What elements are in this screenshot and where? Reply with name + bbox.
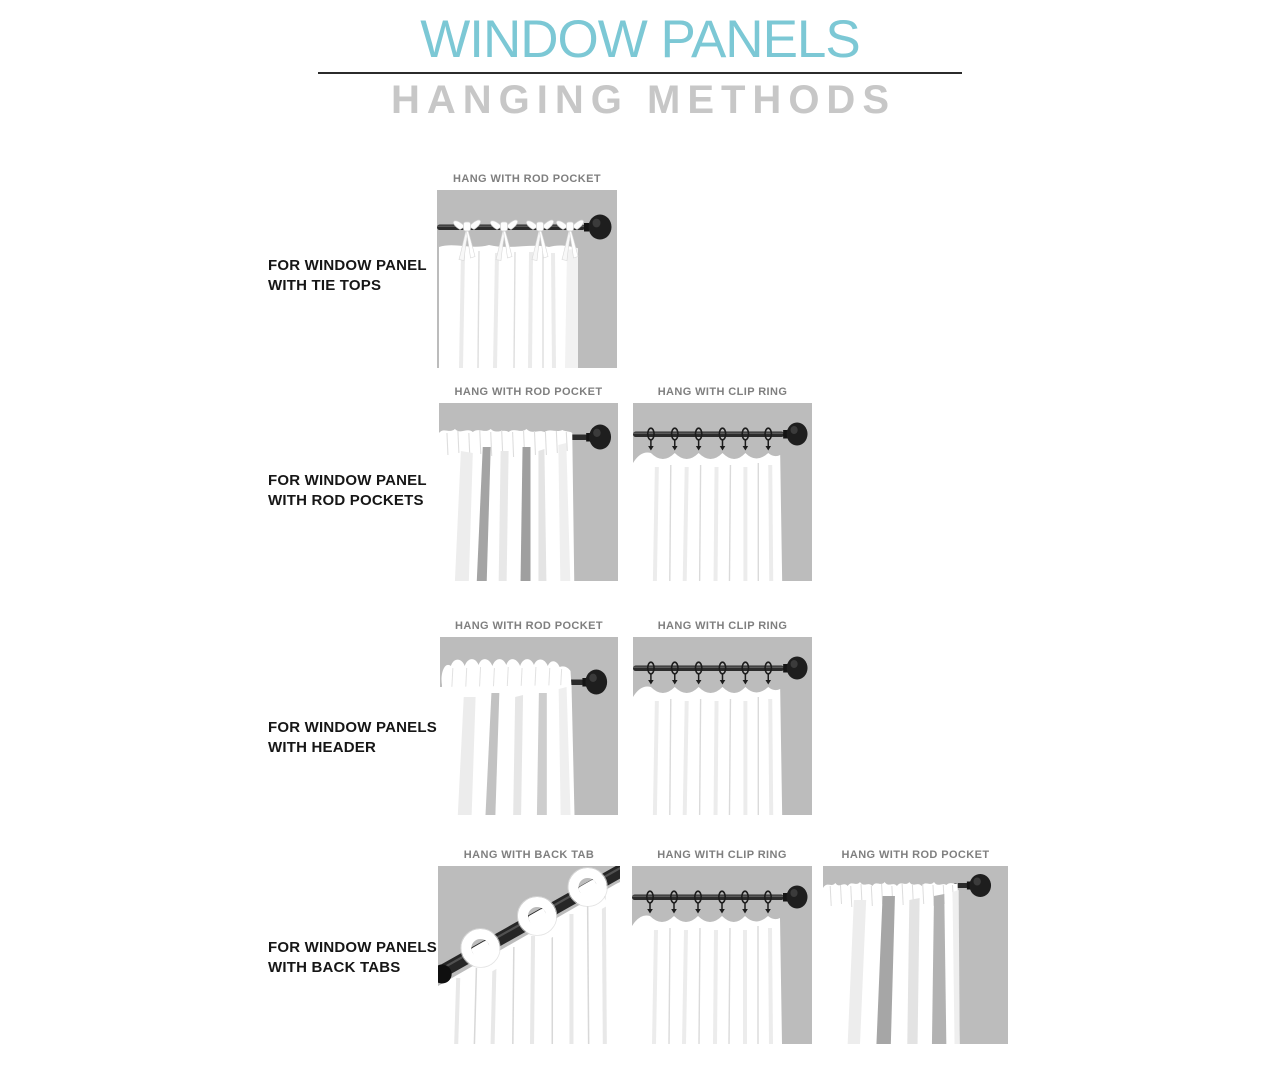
tile-caption: HANG WITH CLIP RING	[657, 386, 788, 398]
tile-caption: HANG WITH BACK TAB	[463, 849, 595, 861]
tile-caption: HANG WITH ROD POCKET	[455, 620, 603, 632]
row-label-line: WITH HEADER	[268, 739, 377, 756]
tile-back-tabs-rod-pocket	[823, 849, 1008, 1044]
row-label-line: FOR WINDOW PANEL	[268, 472, 427, 489]
rod-pocket-full-curtain-illustration	[823, 866, 1008, 1044]
page-title: WINDOW PANELS	[420, 10, 860, 69]
back-tab-curtain-illustration	[438, 866, 620, 1044]
page-subtitle: HANGING METHODS	[391, 78, 896, 122]
tile-back-tabs-back-tab	[438, 849, 620, 1044]
row-label-line: WITH ROD POCKETS	[268, 492, 424, 509]
row-label-back-tabs	[268, 938, 453, 978]
clip-ring-curtain-illustration	[633, 637, 812, 815]
tile-tie-tops-rod-pocket	[437, 173, 617, 368]
tile-header-rod-pocket	[440, 620, 618, 815]
title-divider	[318, 72, 962, 74]
row-label-line: WITH BACK TABS	[268, 959, 401, 976]
tile-rod-pockets-rod-pocket	[439, 386, 618, 581]
tie-top-curtain-illustration	[437, 190, 617, 368]
clip-ring-curtain-illustration	[632, 866, 812, 1044]
tile-caption: HANG WITH ROD POCKET	[841, 849, 990, 861]
rod-pocket-curtain-illustration	[439, 403, 618, 581]
clip-ring-curtain-illustration	[633, 403, 812, 581]
tile-header-clip-ring	[633, 620, 812, 815]
row-label-rod-pockets	[268, 471, 453, 511]
header-rod-pocket-curtain-illustration	[440, 637, 618, 815]
tile-caption: HANG WITH CLIP RING	[657, 620, 788, 632]
row-label-tie-tops	[268, 256, 453, 296]
header	[318, 10, 962, 120]
row-label-line: FOR WINDOW PANELS	[268, 719, 437, 736]
tile-caption: HANG WITH ROD POCKET	[453, 173, 601, 185]
row-label-line: WITH TIE TOPS	[268, 277, 382, 294]
tile-caption: HANG WITH CLIP RING	[657, 849, 787, 861]
row-label-line: FOR WINDOW PANEL	[268, 257, 427, 274]
tile-caption: HANG WITH ROD POCKET	[454, 386, 603, 398]
tile-rod-pockets-clip-ring	[633, 386, 812, 581]
tile-back-tabs-clip-ring	[632, 849, 812, 1044]
row-label-line: FOR WINDOW PANELS	[268, 939, 437, 956]
row-label-header	[268, 718, 453, 758]
